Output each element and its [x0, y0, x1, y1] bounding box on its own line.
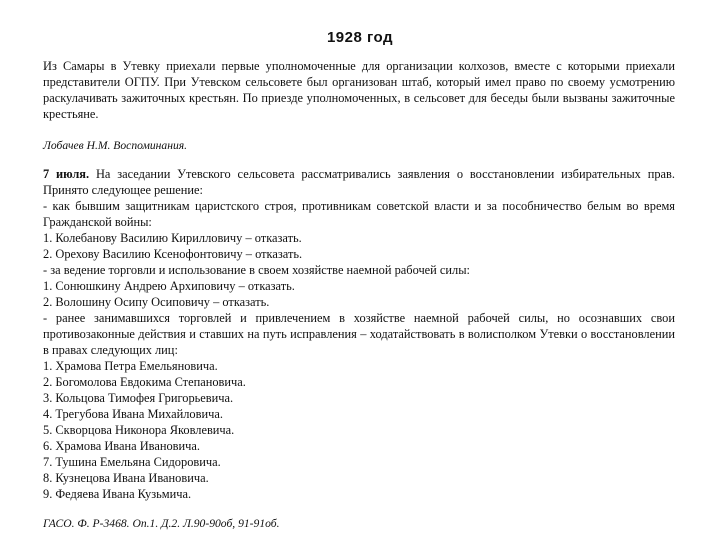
list-item: 5. Скворцова Никонора Яковлевича. [43, 423, 235, 437]
list-item: 6. Храмова Ивана Ивановича. [43, 439, 200, 453]
list-item: 1. Колебанову Василию Кирилловичу – отказать. [43, 231, 302, 245]
list-item: 4. Трегубова Ивана Михайловича. [43, 407, 223, 421]
list-item: 2. Орехову Василию Ксенофонтовичу – отказать. [43, 247, 303, 261]
list-item: - ранее занимавшихся торговлей и привлечением в хозяйстве наемной рабочей силы, но осознавших свои противозаконные действия и ставших на путь исправления – ходатайствовать в волисполком Утевки о восстановлении в правах следующих лиц: [43, 311, 675, 357]
list-item: - как бывшим защитникам царистского строя, противникам советской власти и за пособничество белым во время Гражданской войны: [43, 199, 675, 229]
list-item: 1. Храмова Петра Емельяновича. [43, 359, 218, 373]
entry-paragraph [43, 166, 675, 198]
list-item: 2. Богомолова Евдокима Степановича. [43, 375, 246, 389]
list-item: 8. Кузнецова Ивана Ивановича. [43, 471, 209, 485]
entry-date: 7 июля. [43, 167, 90, 181]
list-item: 9. Федяева Ивана Кузьмича. [43, 487, 192, 501]
document-body [43, 58, 675, 532]
entry-text: На заседании Утевского сельсовета рассматривались заявления о восстановлении избирательных прав. Принято следующее решение: [43, 167, 675, 197]
memoir-citation: Лобачев Н.М. Воспоминания. [43, 139, 188, 152]
list-item: 1. Сонюшкину Андрею Архиповичу – отказать. [43, 279, 295, 293]
archive-source: ГАСО. Ф. Р-3468. Оп.1. Д.2. Л.90-90об, 91-91об. [43, 517, 280, 530]
intro-paragraph: Из Самары в Утевку приехали первые уполномоченные для организации колхозов, вместе с которыми приехали представители ОГПУ. При Утевском сельсовете был организован штаб, который имел право по своему усмотрению раскулачивать зажиточных крестьян. По приезде уполномоченных, в сельсовет для беседы были вызваны зажиточные крестьяне. [43, 59, 675, 121]
page-title: 1928 год [326, 29, 394, 46]
list-item: 7. Тушина Емельяна Сидоровича. [43, 455, 221, 469]
list-item: 2. Волошину Осипу Осиповичу – отказать. [43, 295, 270, 309]
list-item: 3. Кольцова Тимофея Григорьевича. [43, 391, 234, 405]
list-item: - за ведение торговли и использование в своем хозяйстве наемной рабочей силы: [43, 263, 470, 277]
